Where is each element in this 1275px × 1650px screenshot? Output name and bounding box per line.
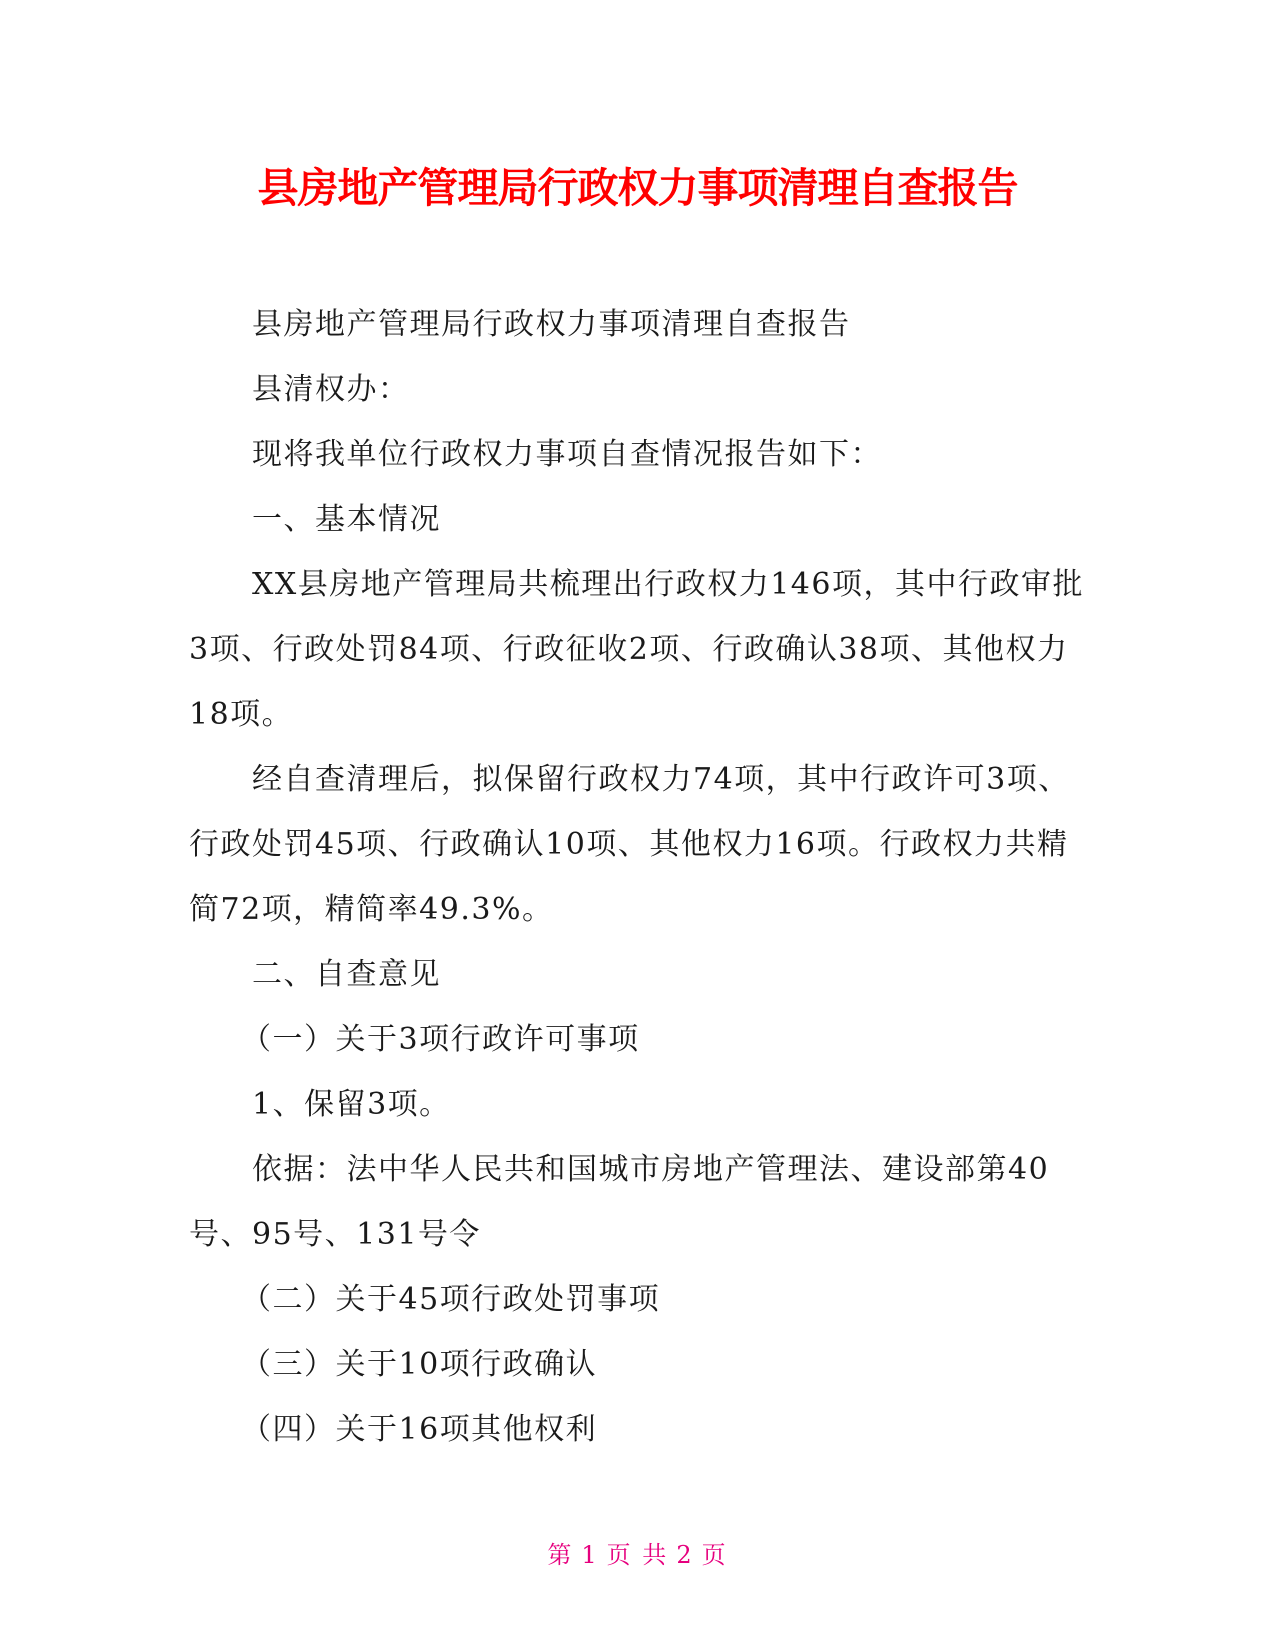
section-heading-basic: 一、基本情况 xyxy=(252,502,441,537)
page-footer xyxy=(0,1535,1275,1570)
intro-paragraph: 现将我单位行政权力事项自查情况报告如下： xyxy=(252,437,882,472)
subsection-licensing: （一）关于3项行政许可事项 xyxy=(241,1022,640,1057)
subsection-penalties: （二）关于45项行政处罚事项 xyxy=(241,1282,661,1317)
cleanup-result-paragraph: 经自查清理后，拟保留行政权力74项，其中行政许可3项、行政处罚45项、行政确认10项、其他权力16项。行政权力共精简72项，精简率49.3%。 xyxy=(189,762,1070,927)
subsection-other-rights: （四）关于16项其他权利 xyxy=(241,1412,598,1447)
footer-total-pages: 2 xyxy=(676,1541,694,1569)
footer-middle: 页 共 xyxy=(606,1541,669,1569)
subsection-confirmation: （三）关于10项行政确认 xyxy=(241,1347,598,1382)
footer-prefix: 第 xyxy=(547,1541,574,1569)
report-heading: 县房地产管理局行政权力事项清理自查报告 xyxy=(252,307,851,342)
document-title: 县房地产管理局行政权力事项清理自查报告 xyxy=(257,164,1018,212)
document-body xyxy=(189,292,1089,1462)
footer-suffix: 页 xyxy=(701,1541,728,1569)
list-item-retain: 1、保留3项。 xyxy=(252,1087,451,1122)
footer-current-page: 1 xyxy=(581,1541,599,1569)
basic-situation-paragraph: XX县房地产管理局共梳理出行政权力146项，其中行政审批3项、行政处罚84项、行政征收2项、行政确认38项、其他权力18项。 xyxy=(189,567,1084,732)
salutation: 县清权办： xyxy=(252,372,410,407)
section-heading-opinions: 二、自查意见 xyxy=(252,957,441,992)
legal-basis-paragraph: 依据：法中华人民共和国城市房地产管理法、建设部第40号、95号、131号令 xyxy=(189,1152,1050,1252)
